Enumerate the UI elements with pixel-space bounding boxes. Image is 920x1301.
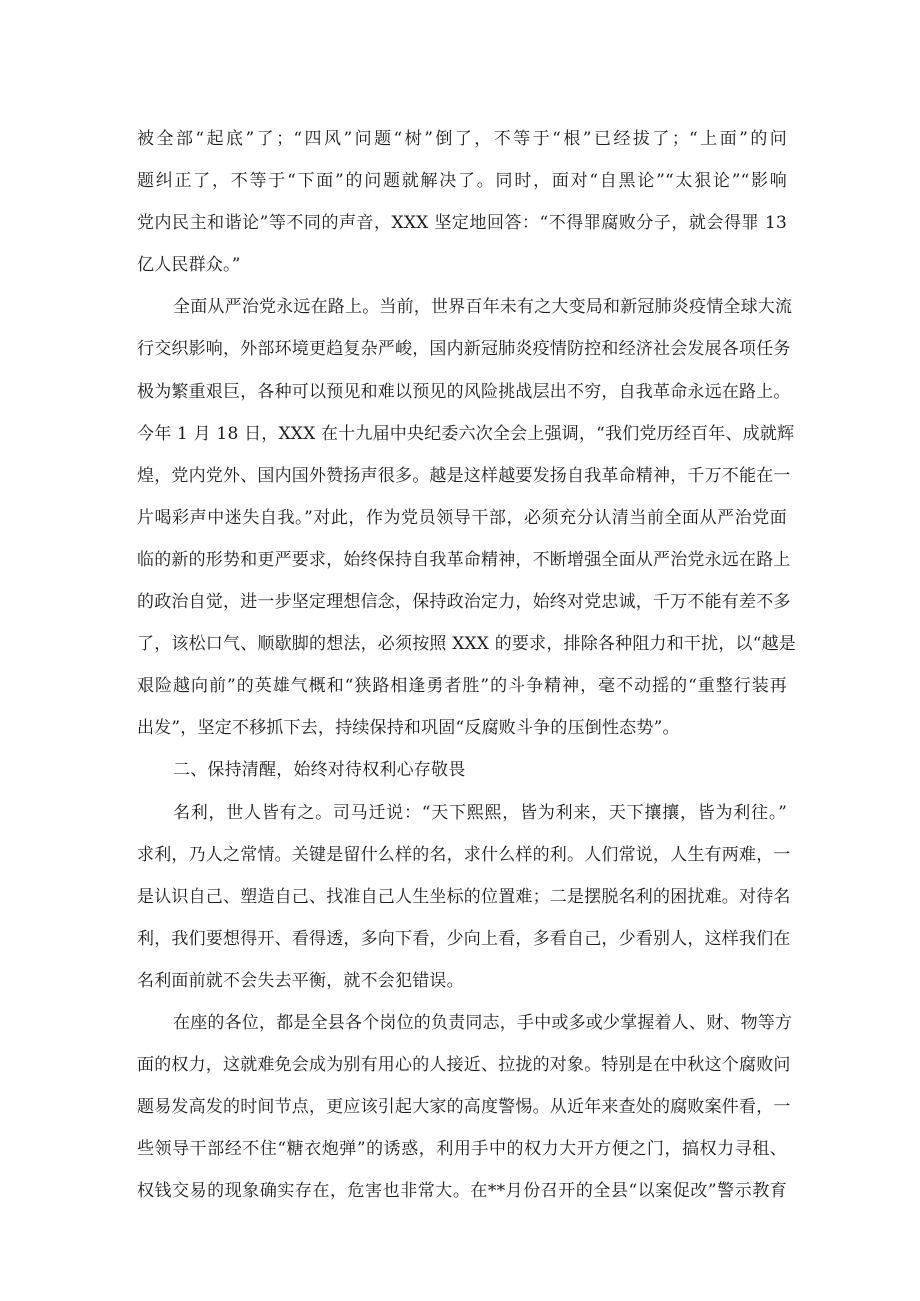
text-line: 名利面前就不会失去平衡，就不会犯错误。: [137, 970, 464, 991]
text-line: 利，我们要想得开、看得透，多向下看，少向上看，多看自己，少看别人，这样我们在: [137, 928, 791, 949]
text-line: 权钱交易的现象确实存在，危害也非常大。在**月份召开的全县“以案促改”警示教育: [137, 1181, 787, 1202]
text-line: 在座的各位，都是全县各个岗位的负责同志，手中或多或少掌握着人、财、物等方: [173, 1012, 793, 1033]
text-line: 是认识自己、塑造自己、找准自己人生坐标的位置难；二是摆脱名利的困扰难。对待名: [137, 886, 791, 907]
text-line: 题易发高发的时间节点，更应该引起大家的高度警惕。从近年来查处的腐败案件看，一: [137, 1097, 791, 1118]
text-line: 名利，世人皆有之。司马迁说：“天下熙熙，皆为利来，天下攘攘，皆为利往。”: [173, 802, 787, 823]
text-line: 党内民主和谐论”等不同的声音，XXX 坚定地回答：“不得罪腐败分子，就会得罪 13: [137, 213, 787, 234]
text-line: 二、保持清醒，始终对待权利心存敬畏: [173, 760, 466, 781]
text-line: 些领导干部经不住“糖衣炮弹”的诱惑，利用手中的权力大开方便之门，搞权力寻租、: [137, 1139, 787, 1160]
text-line: 被全部“起底”了；“四风”问题“树”倒了，不等于“根”已经拔了；“上面”的问: [137, 129, 787, 149]
text-line: 行交织影响，外部环境更趋复杂严峻，国内新冠肺炎疫情防控和经济社会发展各项任务: [137, 339, 791, 360]
text-line: 题纠正了，不等于“下面”的问题就解决了。同时，面对“自黑论”“太狠论”“影响: [137, 171, 787, 192]
text-line: 极为繁重艰巨，各种可以预见和难以预见的风险挑战层出不穷，自我革命永远在路上。: [137, 381, 791, 402]
text-line: 艰险越向前”的英雄气概和“狭路相逢勇者胜”的斗争精神，毫不动摇的“重整行装再: [137, 676, 787, 697]
text-line: 煌，党内党外、国内国外赞扬声很多。越是这样越要发扬自我革命精神，千万不能在一: [137, 465, 791, 486]
document-body: [137, 118, 797, 1212]
text-line: 出发”，坚定不移抓下去，持续保持和巩固“反腐败斗争的压倒性态势”。: [137, 718, 680, 739]
text-line: 面的权力，这就难免会成为别有用心的人接近、拉拢的对象。特别是在中秋这个腐败问: [137, 1055, 791, 1076]
text-line: 的政治自觉，进一步坚定理想信念，保持政治定力，始终对党忠诚，千万不能有差不多: [137, 592, 791, 613]
text-line: 今年 1 月 18 日，XXX 在十九届中央纪委六次全会上强调，“我们党历经百年、成就辉: [137, 423, 795, 444]
text-line: 亿人民群众。”: [137, 255, 241, 276]
text-line: 临的新的形势和更严要求，始终保持自我革命精神，不断增强全面从严治党永远在路上: [137, 549, 791, 570]
text-line: 全面从严治党永远在路上。当前，世界百年未有之大变局和新冠肺炎疫情全球大流: [173, 297, 793, 318]
text-line: 片喝彩声中迷失自我。”对此，作为党员领导干部，必须充分认清当前全面从严治党面: [137, 507, 787, 528]
text-line: 求利，乃人之常情。关键是留什么样的名，求什么样的利。人们常说，人生有两难，一: [137, 844, 791, 865]
text-line: 了，该松口气、顺歇脚的想法，必须按照 XXX 的要求，排除各种阻力和干扰，以“越是: [137, 634, 797, 655]
